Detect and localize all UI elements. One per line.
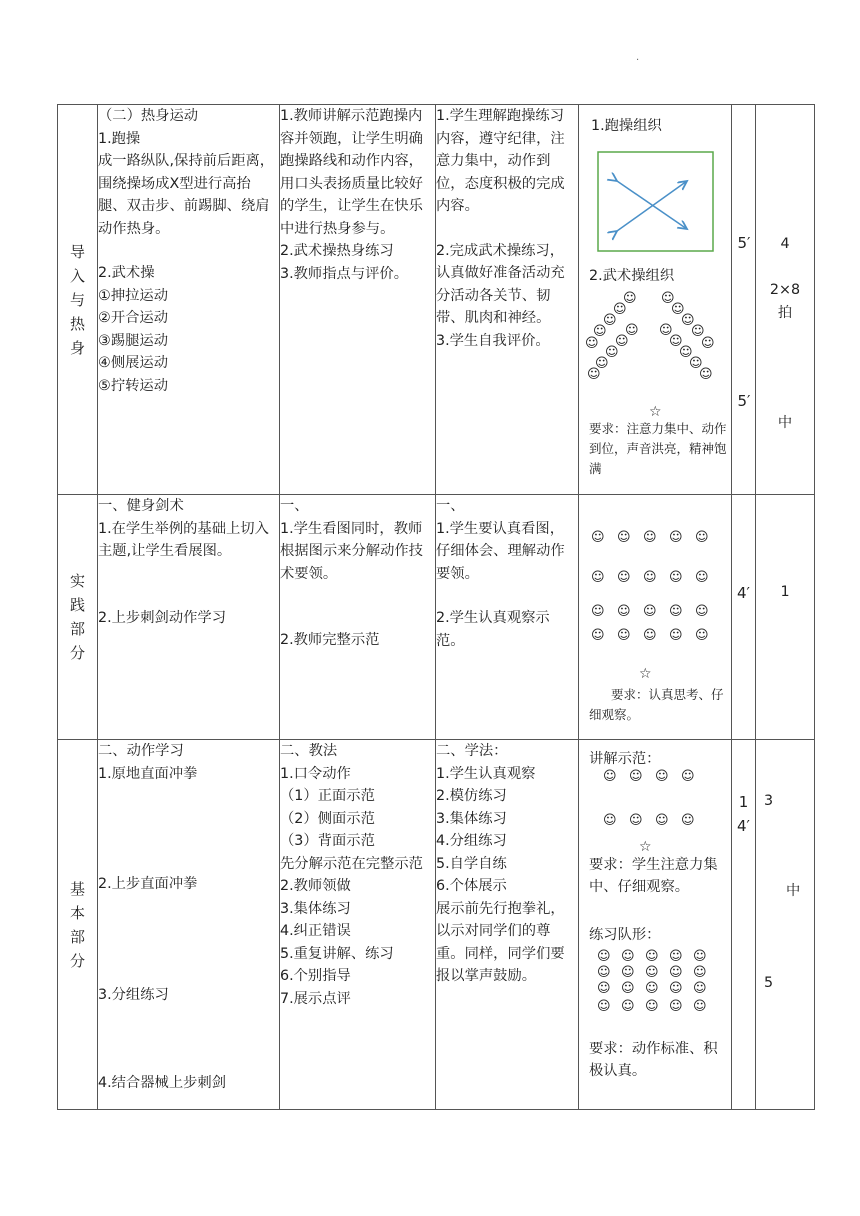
student-face-icon: ☺	[625, 323, 639, 338]
text-line: 3.集体练习	[436, 810, 507, 827]
text-line: ①抻拉运动	[98, 287, 169, 304]
time: 14′	[737, 793, 750, 835]
text-line: 二、学法：	[436, 743, 508, 759]
student-face-icon: ☺	[691, 324, 705, 339]
text-line: 1.口令动作	[280, 765, 351, 782]
organization-cell	[579, 105, 732, 495]
student-face-icon: ☺	[597, 949, 611, 964]
student-face-icon: ☺	[661, 291, 675, 306]
time-cell	[732, 495, 756, 740]
text-line: 二、动作学习	[98, 743, 184, 759]
teacher-list	[280, 495, 435, 652]
load-cell	[756, 495, 815, 740]
teacher-star-icon: ☆	[639, 839, 652, 855]
organization-cell	[579, 495, 732, 740]
student-face-icon: ☺	[643, 570, 657, 585]
count-1: 3	[764, 793, 774, 809]
student-face-icon: ☺	[591, 604, 605, 619]
text-line: 先分解示范在完整示范	[280, 855, 423, 872]
text-line	[98, 1050, 279, 1072]
student-face-icon: ☺	[643, 628, 657, 643]
section-cell	[58, 495, 98, 740]
student-face-icon: ☺	[701, 336, 715, 351]
content-list	[98, 105, 279, 397]
section-label: 基本部分	[69, 879, 85, 970]
text-line: 2.武术操	[98, 265, 155, 281]
student-face-icon: ☺	[681, 769, 695, 784]
org-title-drill: 练习队形：	[589, 927, 661, 943]
row-basic	[58, 740, 815, 1110]
text-line: ④侧展运动	[98, 355, 169, 371]
content-cell	[98, 740, 280, 1110]
row-warmup	[58, 105, 815, 495]
student-face-icon: ☺	[699, 367, 713, 382]
text-line: 二、教法	[280, 743, 338, 759]
student-face-icon: ☺	[669, 999, 683, 1014]
row-practice	[58, 495, 815, 740]
text-line: 1.原地直面冲拳	[98, 765, 198, 782]
text-line: 2.教师领做	[280, 878, 351, 894]
student-face-icon: ☺	[669, 570, 683, 585]
student-face-icon: ☺	[693, 981, 707, 996]
time: 4′	[737, 584, 750, 602]
student-face-icon: ☺	[681, 813, 695, 828]
time-cell	[732, 105, 756, 495]
student-face-icon: ☺	[587, 367, 601, 382]
text-line: 1.学生看图同时，教师根据图示来分解动作技术要领。	[280, 520, 423, 582]
student-face-icon: ☺	[621, 981, 635, 996]
time-cell	[732, 740, 756, 1110]
student-face-icon: ☺	[693, 999, 707, 1014]
student-face-icon: ☺	[595, 356, 609, 371]
text-line	[436, 585, 578, 607]
student-face-icon: ☺	[645, 965, 659, 980]
field-outline	[598, 152, 713, 251]
student-face-icon: ☺	[591, 628, 605, 643]
field-diagram	[597, 151, 715, 253]
student-face-icon: ☺	[659, 323, 673, 338]
text-line: 2.武术操热身练习	[280, 243, 394, 259]
student-face-icon: ☺	[621, 999, 635, 1014]
count-2: 5	[764, 975, 774, 991]
text-line	[98, 829, 279, 851]
student-face-icon: ☺	[669, 530, 683, 545]
org-title-demo: 讲解示范：	[589, 751, 661, 767]
text-line: 2.学生认真观察示范。	[436, 610, 550, 649]
text-line	[98, 1006, 279, 1028]
text-line: 3.分组练习	[98, 986, 169, 1003]
student-face-icon: ☺	[679, 345, 693, 360]
text-line: 1.在学生举例的基础上切入主题,让学生看展图。	[98, 520, 269, 559]
student-face-icon: ☺	[643, 530, 657, 545]
student-face-icon: ☺	[669, 965, 683, 980]
text-line: （二）热身运动	[98, 108, 199, 124]
teacher-list	[280, 105, 435, 285]
text-line: 一、	[280, 498, 309, 514]
text-line	[98, 918, 279, 940]
student-face-icon: ☺	[605, 345, 619, 360]
student-face-icon: ☺	[621, 949, 635, 964]
student-cell	[436, 495, 579, 740]
text-line: 1.学生理解跑操练习内容，遵守纪律，注意力集中，动作到位，态度积极的完成内容。	[436, 108, 565, 214]
teacher-list	[280, 740, 435, 1010]
text-line: 4.分组练习	[436, 833, 507, 849]
content-list	[98, 740, 279, 1095]
student-face-icon: ☺	[629, 769, 643, 784]
text-line: 2.上步直面冲拳	[98, 876, 198, 892]
text-line: ⑤拧转运动	[98, 377, 169, 394]
content-list	[98, 495, 279, 629]
org-requirement-1: 要求：学生注意力集中、仔细观察。	[589, 857, 718, 895]
student-face-icon: ☺	[593, 324, 607, 339]
intensity: 中	[786, 883, 801, 899]
student-face-icon: ☺	[669, 981, 683, 996]
text-line: 2.模仿练习	[436, 788, 507, 804]
text-line	[98, 563, 279, 585]
student-face-icon: ☺	[603, 313, 617, 328]
text-line	[436, 218, 578, 240]
text-line	[98, 807, 279, 829]
student-face-icon: ☺	[623, 291, 637, 306]
student-face-icon: ☺	[689, 356, 703, 371]
student-face-icon: ☺	[585, 336, 599, 351]
intensity: 中	[777, 415, 793, 431]
text-line: 7.展示点评	[280, 990, 351, 1007]
load-cell	[756, 740, 815, 1110]
student-face-icon: ☺	[693, 965, 707, 980]
top-mark: .	[636, 52, 640, 63]
text-line: 5.重复讲解、练习	[280, 945, 394, 962]
student-cell	[436, 740, 579, 1110]
student-face-icon: ☺	[621, 965, 635, 980]
teacher-cell	[280, 105, 436, 495]
student-face-icon: ☺	[629, 813, 643, 828]
text-line: 2.完成武术操练习，认真做好准备活动充分活动各关节、韧带、肌肉和神经。	[436, 242, 565, 326]
student-face-icon: ☺	[695, 570, 709, 585]
text-line: 成一路纵队,保持前后距离，围绕操场成X型进行高抬腿、双击步、前踢脚、绕肩动作热身。	[98, 153, 275, 237]
text-line	[98, 1028, 279, 1050]
text-line: （3）背面示范	[280, 833, 375, 849]
student-face-icon: ☺	[671, 302, 685, 317]
content-cell	[98, 105, 280, 495]
student-face-icon: ☺	[669, 628, 683, 643]
text-line: 6.个别指导	[280, 968, 351, 984]
section-label: 实践部分	[69, 572, 85, 662]
count: 4	[780, 236, 790, 252]
text-line: 展示前先行抱拳礼，以示对同学们的尊重。同样，同学们要报以掌声鼓励。	[436, 900, 565, 984]
text-line: 2.教师完整示范	[280, 632, 380, 648]
section-label: 导入与热身	[69, 242, 85, 357]
student-face-icon: ☺	[645, 949, 659, 964]
org-title-wushu: 2.武术操组织	[589, 268, 675, 284]
text-line: 一、	[436, 498, 465, 514]
text-line	[98, 851, 279, 873]
text-line	[280, 607, 435, 629]
student-face-icon: ☺	[597, 999, 611, 1014]
student-face-icon: ☺	[693, 949, 707, 964]
text-line: 2.上步刺剑动作学习	[98, 609, 227, 626]
text-line: 3.教师指点与评价。	[280, 265, 409, 282]
student-face-icon: ☺	[591, 530, 605, 545]
text-line: 1.跑操	[98, 130, 141, 147]
text-line: 1.学生认真观察	[436, 765, 536, 782]
text-line: 一、健身剑术	[98, 498, 184, 514]
load-cell	[756, 105, 815, 495]
text-line	[98, 785, 279, 807]
student-face-icon: ☺	[655, 813, 669, 828]
lesson-plan-table	[57, 104, 815, 1110]
text-line: ③踢腿运动	[98, 332, 169, 349]
student-face-icon: ☺	[617, 628, 631, 643]
student-face-icon: ☺	[613, 302, 627, 317]
text-line: （2）侧面示范	[280, 810, 375, 827]
org-requirement-2: 要求：动作标准、积极认真。	[589, 1041, 718, 1079]
student-face-icon: ☺	[669, 334, 683, 349]
student-face-icon: ☺	[695, 530, 709, 545]
student-face-icon: ☺	[597, 965, 611, 980]
text-line: 6.个体展示	[436, 878, 507, 894]
org-requirement: 要求：认真思考、仔细观察。	[589, 687, 724, 722]
teacher-star-icon: ☆	[649, 404, 662, 420]
student-list	[436, 495, 578, 652]
student-face-icon: ☺	[655, 769, 669, 784]
text-line: 1.教师讲解示范跑操内容并领跑，让学生明确跑操路线和动作内容，用口头表扬质量比较好的学生，让学生在快乐中进行热身参与。	[280, 108, 423, 237]
teacher-cell	[280, 740, 436, 1110]
time-1: 5′	[737, 234, 751, 252]
teacher-star-icon: ☆	[639, 666, 652, 682]
time-2: 5′	[737, 392, 751, 410]
text-line: 1.学生要认真看图，仔细体会、理解动作要领。	[436, 520, 565, 582]
student-face-icon: ☺	[669, 949, 683, 964]
student-face-icon: ☺	[617, 604, 631, 619]
text-line: （1）正面示范	[280, 788, 375, 804]
student-face-icon: ☺	[617, 530, 631, 545]
student-face-icon: ☺	[669, 604, 683, 619]
text-line: ②开合运动	[98, 310, 169, 326]
beats: 2×8拍	[769, 282, 801, 321]
student-face-icon: ☺	[591, 570, 605, 585]
student-list	[436, 740, 578, 988]
text-line: 5.自学自练	[436, 855, 507, 872]
count: 1	[780, 584, 790, 600]
student-face-icon: ☺	[617, 570, 631, 585]
student-face-icon: ☺	[615, 334, 629, 349]
student-face-icon: ☺	[681, 313, 695, 328]
student-face-icon: ☺	[695, 604, 709, 619]
student-face-icon: ☺	[597, 981, 611, 996]
student-face-icon: ☺	[603, 769, 617, 784]
student-face-icon: ☺	[645, 981, 659, 996]
text-line: 3.学生自我评价。	[436, 332, 550, 349]
organization-cell	[579, 740, 732, 1110]
text-line: 4.结合器械上步刺剑	[98, 1075, 227, 1091]
text-line	[98, 896, 279, 918]
text-line	[98, 940, 279, 962]
student-list	[436, 105, 578, 352]
text-line: 4.纠正错误	[280, 923, 351, 939]
org-title-run: 1.跑操组织	[591, 118, 662, 134]
text-line	[280, 585, 435, 607]
text-line	[98, 962, 279, 984]
student-face-icon: ☺	[695, 628, 709, 643]
student-cell	[436, 105, 579, 495]
text-line: 3.集体练习	[280, 900, 351, 917]
section-cell	[58, 105, 98, 495]
student-face-icon: ☺	[603, 813, 617, 828]
student-face-icon: ☺	[645, 999, 659, 1014]
content-cell	[98, 495, 280, 740]
student-face-icon: ☺	[643, 604, 657, 619]
text-line	[98, 585, 279, 607]
text-line	[98, 240, 279, 262]
section-cell	[58, 740, 98, 1110]
org-requirement: 要求：注意力集中、动作到位，声音洪亮，精神饱满	[589, 421, 727, 476]
teacher-cell	[280, 495, 436, 740]
